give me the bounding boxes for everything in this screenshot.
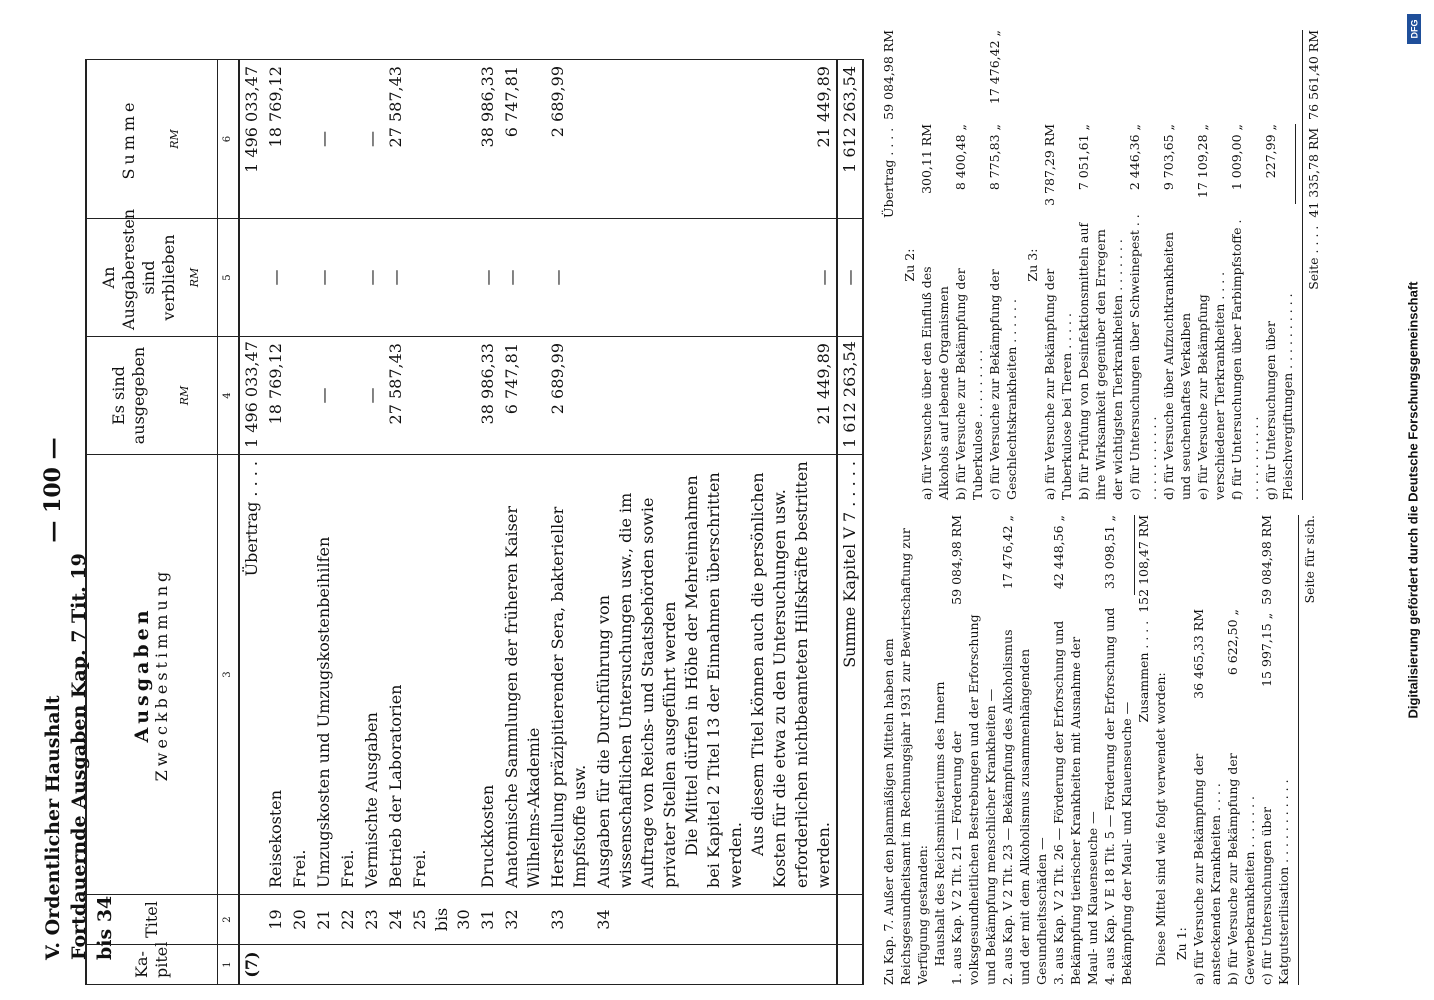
row-ausgegeben <box>288 337 312 455</box>
row-text: Anatomische Sammlungen der früheren Kaiser Wilhelms-Akademie <box>500 455 546 895</box>
empty-cell <box>360 945 384 985</box>
row-summe: — <box>360 60 384 219</box>
row-rest: — <box>384 219 408 337</box>
row-ausgegeben: 21 449,89 <box>592 337 837 455</box>
list-item <box>1262 30 1296 500</box>
item-value: 59 084,98 RM <box>949 515 964 605</box>
row-text: Vermischte Ausgaben <box>360 455 384 895</box>
empty-cell <box>239 895 264 945</box>
row-titel: 20 <box>288 895 312 945</box>
col-ausgabereste-title: An Ausgaberesten sind verblieben <box>99 208 178 330</box>
row-rest: — <box>264 219 288 337</box>
empty-cell <box>837 945 863 985</box>
empty-cell <box>1224 515 1258 601</box>
empty-cell <box>1262 30 1296 116</box>
row-rest <box>288 219 312 337</box>
row-titel: 22 <box>336 895 360 945</box>
table-row <box>476 60 500 985</box>
budget-table <box>85 59 864 985</box>
row-rest <box>336 219 360 337</box>
item-text: a) für Versuche zur Bekämpfung der Tuberkulose bei Tieren . . . . . <box>1042 268 1074 500</box>
uebertrag-ausgegeben: 1 496 033,47 <box>239 337 264 455</box>
col-ausgabereste <box>86 208 218 337</box>
col-summe-title: Summe <box>119 98 138 180</box>
seite-label: Seite . . . . <box>1306 225 1321 290</box>
table-row <box>546 60 592 985</box>
list-item <box>948 515 999 985</box>
table-row <box>288 60 312 985</box>
total-label: Summe Kapitel V 7 . . . . . <box>837 455 863 895</box>
header-line-2: Fortdauernde Ausgaben Kap. 7 Tit. 19 bis 34 <box>68 553 116 960</box>
page-number: — 100 — <box>40 437 66 543</box>
list-item <box>1050 515 1101 985</box>
row-summe: — <box>312 60 336 219</box>
row-summe <box>408 60 476 219</box>
item-text: c) für Untersuchungen über Katgutsterilisation . . . . . . . . . . . <box>1259 779 1291 985</box>
item-text: g) für Untersuchungen über Fleischvergiftungen . . . . . . . . . . <box>1263 293 1295 500</box>
col-ausgegeben-unit: RM <box>178 385 191 406</box>
item-text: 3. aus Kap. V 2 Tit. 26 — Förderung der Erforschung und Bekämpfung tierischer Krankheiten mit Ausnahme der Maul- und Klauenseuche — <box>1051 620 1100 985</box>
item-text: 4. aus Kap. V E 18 Tit. 5 — Förderung der Erforschung und Bekämpfung der Maul- und Klauenseuche — <box>1102 607 1134 985</box>
row-text-block <box>592 455 837 895</box>
row-rest: — <box>360 219 384 337</box>
col-number-5: 5 <box>218 219 240 337</box>
empty-cell <box>408 945 476 985</box>
row-ausgegeben: 6 747,81 <box>500 337 546 455</box>
row-text: Frei. <box>288 455 312 895</box>
total-ausgegeben: 1 612 263,54 <box>837 337 863 455</box>
empty-cell <box>1228 30 1262 116</box>
list-item <box>1101 515 1135 985</box>
row-titel: 33 <box>546 895 592 945</box>
col-number-4: 4 <box>218 337 240 455</box>
empty-cell <box>264 945 288 985</box>
row-summe <box>288 60 312 219</box>
list-item <box>986 30 1020 500</box>
uebertrag-value: 59 084,98 RM <box>881 30 896 120</box>
notes-intro: Zu Kap. 7. Außer den planmäßigen Mitteln haben dem Reichsgesundheitsamt im Rechnungsjahr 1931 zur Bewirtschaftung zur Verfügung gestanden: <box>881 528 930 985</box>
list-item <box>1190 515 1224 985</box>
item-text: b) für Prüfung von Desinfektionsmitteln auf ihre Wirksamkeit gegenüber den Erregern der wichtigsten Tierkrankheiten . . . . . . . <box>1076 222 1125 500</box>
list-item <box>1258 515 1292 985</box>
item-text: f) für Untersuchungen über Farbimpfstoffe . . . . . . . . . . . . <box>1229 219 1261 500</box>
empty-cell <box>837 895 863 945</box>
verwendet-text: Diese Mittel sind wie folgt verwendet worden: <box>1153 672 1168 967</box>
seite-value: 41 335,78 RM <box>1306 127 1321 218</box>
item-value: 8 400,48 „ <box>953 124 968 191</box>
item-text: e) für Versuche zur Bekämpfung verschiedener Tierkrankheiten . . . . <box>1195 271 1227 500</box>
row-text: Reisekosten <box>264 455 288 895</box>
dfg-logo: DFG <box>1407 14 1421 44</box>
row-ausgegeben: — <box>360 337 384 455</box>
item-value: 300,11 RM <box>919 124 934 194</box>
digitization-credit <box>1395 8 1431 992</box>
row-ausgegeben: 2 689,99 <box>546 337 592 455</box>
row-text: Umzugskosten und Umzugskostenbeihilfen <box>312 455 336 895</box>
credit-text: Digitalisierung gefördert durch die Deutsche Forschungsgemeinschaft <box>1405 281 1421 719</box>
row-note-b: Aus diesem Titel können auch die persönlichen Kosten für die etwa zu den Untersuchungen usw. erforderlichen nichtbeamteten Hilfskräfte bestritten werden. <box>748 461 833 888</box>
table-row <box>500 60 546 985</box>
item-text: c) für Untersuchungen über Schweinepest . . . . . . . . . . . . . <box>1127 214 1159 500</box>
empty-cell <box>546 945 592 985</box>
item-text: a) für Versuche zur Bekämpfung der ansteckenden Krankheiten . . . . <box>1191 753 1223 985</box>
list-item <box>1228 30 1262 500</box>
row-ausgegeben: — <box>312 337 336 455</box>
empty-cell <box>312 945 336 985</box>
total-summe: 1 612 263,54 <box>837 60 863 219</box>
row-summe: 2 689,99 <box>546 60 592 219</box>
zu2-heading: Zu 2: <box>902 248 917 282</box>
row-titel: 32 <box>500 895 546 945</box>
item-value: 227,99 „ <box>1262 124 1296 204</box>
col-number-3: 3 <box>218 455 240 895</box>
item-text: b) für Versuche zur Bekämpfung der Tuberkulose . . . . . . . . . <box>953 268 985 500</box>
row-rest: — <box>312 219 336 337</box>
item-value: 42 448,56 „ <box>1051 515 1066 590</box>
uebertrag-label: Übertrag . . . . <box>881 127 896 218</box>
empty-cell <box>336 945 360 985</box>
item-text: d) für Versuche über Aufzuchtkrankheiten und seuchenhaftes Verkalben <box>1161 232 1193 500</box>
empty-cell <box>384 945 408 985</box>
row-ausgegeben: 38 986,33 <box>476 337 500 455</box>
row-text: Druckkosten <box>476 455 500 895</box>
empty-cell <box>1075 30 1126 116</box>
item-value: 17 109,28 „ <box>1195 124 1210 199</box>
list-item <box>1126 30 1160 500</box>
item-value: 15 997,15 „ <box>1259 612 1274 687</box>
item-value: 6 622,50 „ <box>1225 609 1240 676</box>
row-titel: 31 <box>476 895 500 945</box>
uebertrag-summe: 1 496 033,47 <box>239 60 264 219</box>
notes-haushalt: Haushalt des Reichsministeriums des Innern <box>932 681 947 967</box>
header-line-1: V. Ordentlicher Haushalt <box>42 695 64 960</box>
empty-cell <box>476 945 500 985</box>
row-ausgegeben: 18 769,12 <box>264 337 288 455</box>
table-row <box>592 60 837 985</box>
item-text: 2. aus Kap. V 2 Tit. 23 — Bekämpfung des Alkoholismus und der mit dem Alkoholismus zusammenhängenden Gesundheitsschäden — <box>1000 629 1049 985</box>
row-text: Frei. <box>336 455 360 895</box>
empty-cell <box>239 219 264 337</box>
col-ausgegeben-title: Es sind ausgegeben <box>109 346 148 445</box>
row-titel: 24 <box>384 895 408 945</box>
item-value: 1 009,00 „ <box>1229 124 1244 191</box>
table-row <box>408 60 476 985</box>
row-titel: 34 <box>592 895 837 945</box>
notes-left <box>880 515 1318 985</box>
item-value: 7 051,61 „ <box>1076 124 1091 191</box>
row-text: Herstellung präzipitierender Sera, bakterieller Impfstoffe usw. <box>546 455 592 895</box>
notes-right <box>880 30 1322 500</box>
list-item <box>1194 30 1228 500</box>
row-text: Frei. <box>408 455 476 895</box>
list-item <box>1160 30 1194 500</box>
col-ausgaben-title: Ausgaben <box>131 606 153 743</box>
item-value: 9 703,65 „ <box>1161 124 1176 191</box>
row-summe: 18 769,12 <box>264 60 288 219</box>
col-summe-unit: RM <box>168 129 181 149</box>
row-summe: 38 986,33 <box>476 60 500 219</box>
item-text: 1. aus Kap. V 2 Tit. 21 — Förderung der volksgesundheitlichen Bestrebungen und der Erforschung und Bekämpfung menschlicher Krankheiten — <box>949 614 998 985</box>
col-kapitel: Ka-pitel <box>86 945 218 985</box>
item-value-total: 17 476,42 „ <box>987 30 1002 105</box>
col-ausgabereste-unit: RM <box>188 267 201 288</box>
list-item <box>1075 30 1126 500</box>
row-ausgegeben <box>408 337 476 455</box>
uebertrag-label: Übertrag . . . . <box>239 455 264 895</box>
list-item <box>1041 30 1075 500</box>
col-number-2: 2 <box>218 895 240 945</box>
item-value: 8 775,83 „ <box>987 124 1002 191</box>
item-value: 17 476,42 „ <box>1000 515 1015 590</box>
col-zweck-title: Zweckbestimmung <box>152 567 171 782</box>
table-row <box>384 60 408 985</box>
item-text: b) für Versuche zur Bekämpfung der Gewerbekrankheiten . . . . . . . <box>1225 753 1257 985</box>
list-item <box>1224 515 1258 985</box>
table-row <box>336 60 360 985</box>
kapitel-value: (7) <box>239 945 264 985</box>
col-ausgaben <box>86 455 218 895</box>
row-summe: 21 449,89 <box>592 60 837 219</box>
table-row <box>360 60 384 985</box>
zusammen-value: 152 108,47 RM <box>1136 515 1151 613</box>
empty-cell <box>1160 30 1194 116</box>
empty-cell <box>918 30 952 116</box>
empty-cell <box>500 945 546 985</box>
notes-left-footer: Seite für sich. <box>1298 515 1318 985</box>
row-rest: — <box>592 219 837 337</box>
seite-value-total: 76 561,40 RM <box>1306 30 1321 120</box>
item-value: 2 446,36 „ <box>1127 124 1142 191</box>
row-text: Ausgaben für die Durchführung von wissenschaftlichen Untersuchungen usw., die im Auftrage von Reichs- und Staatsbehörden sowie privater Stellen ausgeführt werden <box>594 492 679 888</box>
item-text: a) für Versuche über den Einfluß des Alkohols auf lebende Organismen <box>919 266 951 500</box>
row-ausgegeben: 27 587,43 <box>384 337 408 455</box>
zu3-heading: Zu 3: <box>1025 248 1040 282</box>
row-summe: 27 587,43 <box>384 60 408 219</box>
col-summe <box>86 60 218 219</box>
empty-cell <box>1194 30 1228 116</box>
row-ausgegeben <box>336 337 360 455</box>
table-row-uebertrag <box>239 60 264 985</box>
item-value: 3 787,29 RM <box>1042 124 1057 206</box>
empty-cell <box>952 30 986 116</box>
total-rest: — <box>837 219 863 337</box>
row-titel: 21 <box>312 895 336 945</box>
list-item <box>952 30 986 500</box>
zu1-heading: Zu 1: <box>1174 927 1189 960</box>
seite-line <box>1302 30 1322 500</box>
item-value-total: 59 084,98 RM <box>1259 515 1274 605</box>
row-titel: 25 bis 30 <box>408 895 476 945</box>
col-titel: Titel <box>86 895 218 945</box>
row-rest: — <box>500 219 546 337</box>
row-summe <box>336 60 360 219</box>
empty-cell <box>1126 30 1160 116</box>
row-note-a: Die Mittel dürfen in Höhe der Mehreinnahmen bei Kapitel 2 Titel 13 der Einnahmen überschritten werden. <box>682 472 745 888</box>
list-item <box>999 515 1050 985</box>
row-titel: 19 <box>264 895 288 945</box>
col-ausgegeben <box>86 337 218 455</box>
list-item <box>918 30 952 500</box>
row-titel: 23 <box>360 895 384 945</box>
table-row <box>264 60 288 985</box>
empty-cell <box>592 945 837 985</box>
row-rest <box>408 219 476 337</box>
table-row-total <box>837 60 863 985</box>
empty-cell <box>1041 30 1075 116</box>
item-value: 36 465,33 RM <box>1191 609 1206 699</box>
col-number-1: 1 <box>218 945 240 985</box>
row-rest: — <box>476 219 500 337</box>
zusammen-line <box>1135 515 1152 985</box>
row-rest: — <box>546 219 592 337</box>
empty-cell <box>1190 515 1224 601</box>
col-number-6: 6 <box>218 60 240 219</box>
uebertrag-line <box>880 30 897 500</box>
item-value: 33 098,51 „ <box>1101 515 1135 595</box>
item-text: c) für Versuche zur Bekämpfung der Geschlechtskrankheiten . . . . . . <box>987 269 1019 500</box>
row-text: Betrieb der Laboratorien <box>384 455 408 895</box>
table-row <box>312 60 336 985</box>
empty-cell <box>288 945 312 985</box>
zusammen-label: Zusammen . . . . <box>1136 620 1151 723</box>
row-summe: 6 747,81 <box>500 60 546 219</box>
